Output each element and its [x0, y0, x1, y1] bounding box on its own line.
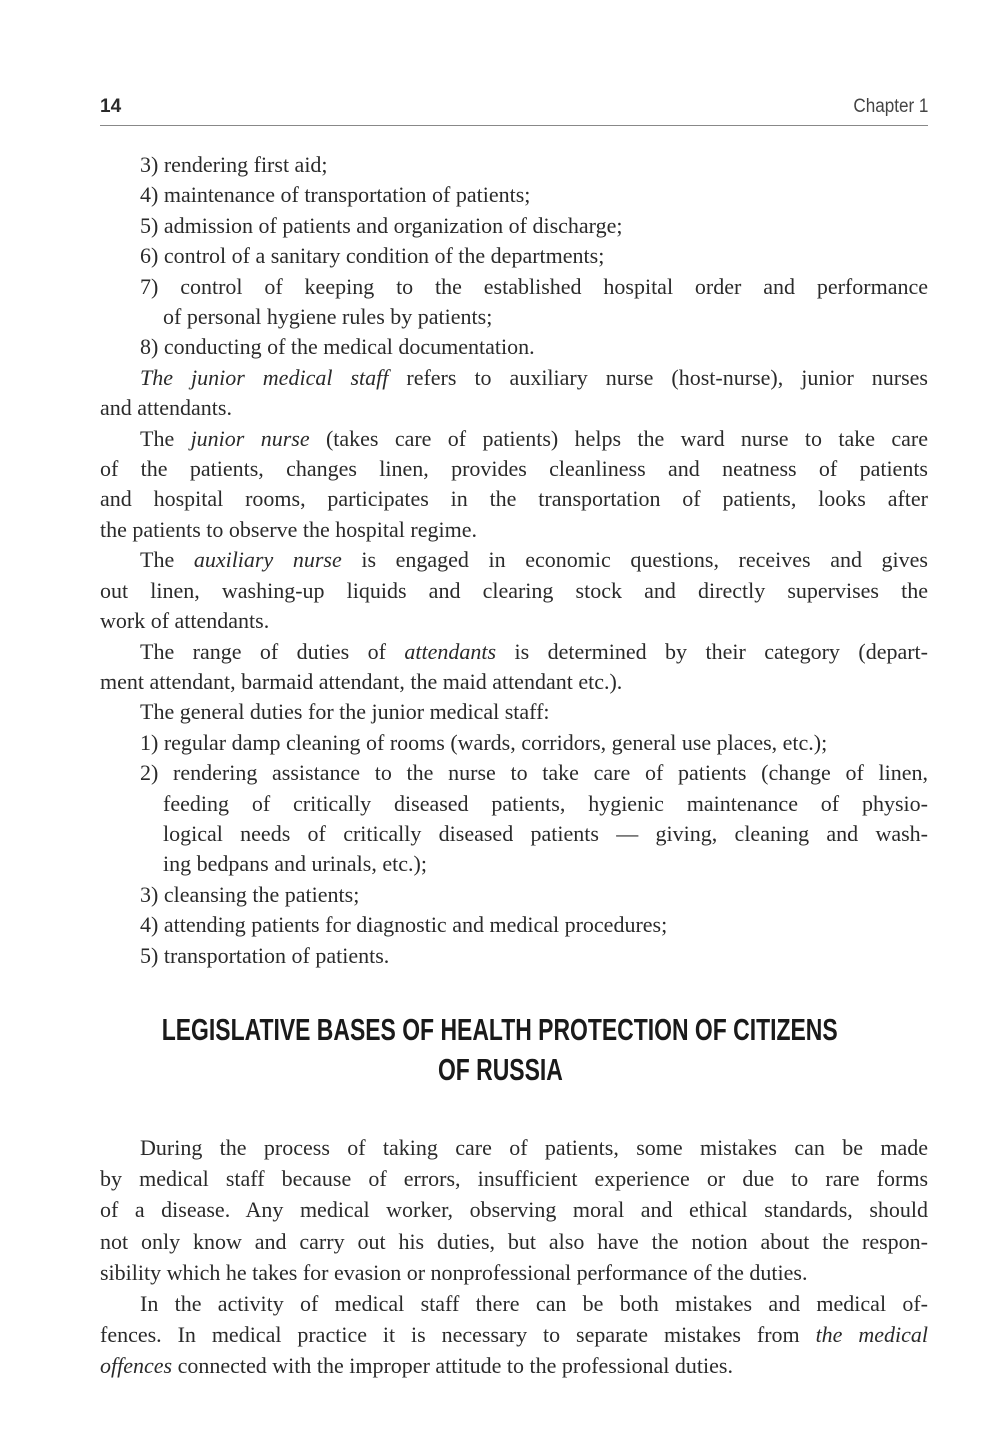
- text-line: work of attendants.: [100, 608, 270, 634]
- page-number: 14: [100, 96, 122, 117]
- heading-line: OF RUSSIA: [437, 1052, 563, 1087]
- running-header: [100, 96, 928, 124]
- paragraph: [100, 880, 928, 910]
- text-line: 7) control of keeping to the established hospital order and performance: [140, 273, 928, 299]
- paragraph: [100, 424, 928, 546]
- text-line: and attendants.: [100, 395, 232, 421]
- section-heading: [0, 1010, 1000, 1090]
- heading-line: LEGISLATIVE BASES OF HEALTH PROTECTION OF CITIZENS: [162, 1012, 838, 1047]
- paragraph: [100, 941, 928, 971]
- text-line: of a disease. Any medical worker, observing moral and ethical standards, should: [100, 1197, 928, 1223]
- text-line: out linen, washing-up liquids and clearing stock and directly supervises the: [100, 577, 928, 603]
- text-line: The junior nurse (takes care of patients) helps the ward nurse to take care: [140, 425, 928, 451]
- text-line: 1) regular damp cleaning of rooms (wards, corridors, general use places, etc.);: [140, 729, 828, 755]
- text-line: The junior medical staff refers to auxiliary nurse (host-nurse), junior nurses: [140, 364, 928, 390]
- paragraph: [100, 363, 928, 424]
- text-line: 5) admission of patients and organization of discharge;: [140, 212, 623, 238]
- paragraph: [100, 637, 928, 698]
- text-line: ing bedpans and urinals, etc.);: [163, 851, 427, 877]
- text-line: 3) rendering first aid;: [140, 152, 328, 177]
- text-line: sibility which he takes for evasion or nonprofessional performance of the duties.: [100, 1259, 808, 1285]
- paragraph: [100, 211, 928, 241]
- text-line: 3) cleansing the patients;: [140, 881, 360, 907]
- text-line: and hospital rooms, participates in the transportation of patients, looks after: [100, 486, 928, 512]
- header-rule: [100, 125, 928, 126]
- paragraph: [100, 1132, 928, 1288]
- text-line: During the process of taking care of patients, some mistakes can be made: [140, 1135, 928, 1160]
- text-line: The general duties for the junior medical staff:: [140, 699, 550, 725]
- text-line: offences connected with the improper attitude to the professional duties.: [100, 1353, 733, 1379]
- body-section-1: [100, 150, 928, 971]
- text-line: feeding of critically diseased patients, hygienic maintenance of physio-: [163, 790, 928, 816]
- text-line: logical needs of critically diseased patients — giving, cleaning and wash-: [163, 820, 928, 846]
- paragraph: [100, 697, 928, 727]
- italic-term: offences: [100, 1353, 173, 1379]
- paragraph: [100, 728, 928, 758]
- italic-term: auxiliary nurse: [193, 547, 342, 573]
- text-line: the patients to observe the hospital regime.: [100, 516, 477, 542]
- paragraph: [100, 332, 928, 362]
- paragraph: [100, 545, 928, 636]
- text-line: fences. In medical practice it is necessary to separate mistakes from the medical: [100, 1322, 928, 1348]
- text-line: 5) transportation of patients.: [140, 942, 390, 968]
- italic-term: junior nurse: [190, 425, 310, 451]
- text-line: of the patients, changes linen, provides cleanliness and neatness of patients: [100, 456, 928, 482]
- paragraph: [100, 180, 928, 210]
- text-line: 4) maintenance of transportation of patients;: [140, 182, 531, 208]
- text-line: 8) conducting of the medical documentation.: [140, 334, 535, 360]
- text-line: 2) rendering assistance to the nurse to take care of patients (change of linen,: [140, 760, 928, 786]
- text-line: 4) attending patients for diagnostic and medical procedures;: [140, 912, 668, 938]
- paragraph: [100, 150, 928, 180]
- body-section-2: [100, 1132, 928, 1382]
- text-line: of personal hygiene rules by patients;: [163, 304, 493, 330]
- paragraph: [100, 758, 928, 880]
- text-line: 6) control of a sanitary condition of the departments;: [140, 243, 605, 269]
- text-line: ment attendant, barmaid attendant, the maid attendant etc.).: [100, 668, 623, 694]
- italic-term: attendants: [404, 638, 497, 664]
- text-line: The range of duties of attendants is determined by their category (depart-: [140, 638, 928, 664]
- paragraph: [100, 272, 928, 333]
- italic-term: the medical: [815, 1322, 928, 1348]
- paragraph: [100, 910, 928, 940]
- italic-term: The junior medical staff: [140, 364, 389, 390]
- text-line: by medical staff because of errors, insufficient experience or due to rare forms: [100, 1166, 928, 1192]
- text-line: In the activity of medical staff there can be both mistakes and medical of-: [140, 1291, 928, 1317]
- text-line: not only know and carry out his duties, but also have the notion about the respon-: [100, 1228, 928, 1254]
- text-line: The auxiliary nurse is engaged in economic questions, receives and gives: [140, 547, 928, 573]
- chapter-label: Chapter 1: [852, 96, 928, 117]
- paragraph: [100, 1288, 928, 1382]
- paragraph: [100, 241, 928, 271]
